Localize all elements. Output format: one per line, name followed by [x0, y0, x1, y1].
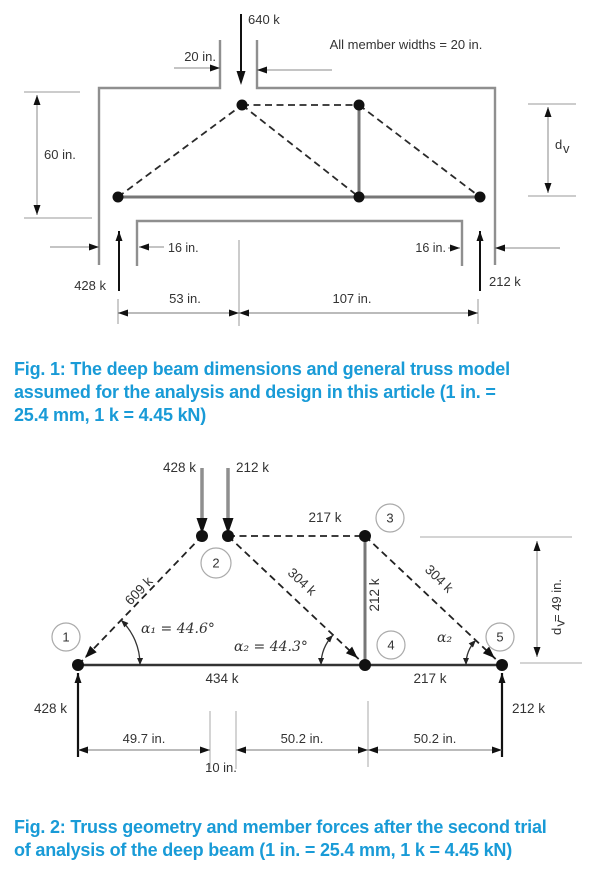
fig2-load-right-arrow	[223, 468, 234, 534]
fig1-note: All member widths = 20 in.	[329, 37, 483, 52]
fig2-force-top-chord: 217 k	[308, 510, 342, 525]
fig2-dv-label	[549, 579, 568, 635]
fig1-caption-line2: assumed for the analysis and design in this article (1 in. =	[14, 382, 496, 402]
fig1-reaction-left-label: 428 k	[74, 278, 106, 293]
fig1-caption	[14, 358, 599, 427]
fig1-column-width-label: 20 in.	[184, 49, 216, 64]
fig1-dv-label	[555, 137, 570, 156]
fig2-force-diag-right: 304 k	[422, 561, 457, 596]
fig2-load-left-arrow	[197, 468, 208, 534]
fig1-beam-outline	[99, 40, 495, 266]
fig2-node-4: 4	[387, 637, 395, 653]
fig1-truss-ties	[118, 105, 480, 197]
fig1-dv-base: d	[555, 137, 563, 152]
fig2-node-3: 3	[386, 510, 394, 526]
fig2-load-right-label: 212 k	[236, 460, 270, 475]
fig2-caption	[14, 816, 604, 862]
fig1-truss-nodes	[113, 100, 486, 203]
fig1-span-right-label: 107 in.	[332, 291, 372, 306]
fig1-column-width-dim	[174, 68, 332, 70]
fig2-node-1: 1	[62, 629, 70, 645]
fig2-alpha2-small-label: α₂	[437, 630, 453, 646]
fig2-reaction-right-label: 212 k	[512, 701, 546, 716]
fig1-reaction-right-label: 212 k	[489, 274, 521, 289]
fig2-reaction-left-label: 428 k	[33, 701, 67, 716]
fig1-beam-height-label: 60 in.	[44, 147, 76, 162]
fig1-load-label: 640 k	[248, 12, 280, 27]
fig2-alpha2-label: α₂ = 44.3°	[234, 639, 308, 655]
fig2-force-vertical: 212 k	[367, 578, 382, 612]
fig2-caption-line2: of analysis of the deep beam (1 in. = 25.4 mm, 1 k = 4.45 kN)	[14, 840, 513, 860]
fig2-node-5: 5	[496, 629, 504, 645]
fig1-dv-sub: v	[563, 141, 570, 156]
fig2-dv-base: d	[549, 627, 564, 635]
fig2-dim4-label: 50.2 in.	[413, 731, 457, 746]
fig2-alpha1-label: α₁ = 44.6°	[141, 621, 215, 637]
fig2-force-bottom-left: 434 k	[205, 671, 239, 686]
fig2-dim3-label: 50.2 in.	[280, 731, 324, 746]
fig2-dv-rest: = 49 in.	[549, 578, 564, 622]
fig2-force-bottom-right: 217 k	[413, 671, 447, 686]
fig2-caption-line1: Fig. 2: Truss geometry and member forces after the second trial	[14, 817, 547, 837]
fig2-dim1-label: 49.7 in.	[122, 731, 166, 746]
fig1-load-arrow	[237, 14, 246, 85]
fig2-node-2: 2	[212, 555, 220, 571]
fig1-bearing-left-label: 16 in.	[168, 241, 199, 255]
fig1-caption-line3: 25.4 mm, 1 k = 4.45 kN)	[14, 405, 207, 425]
fig2-load-left-label: 428 k	[162, 460, 196, 475]
fig2-force-diag-mid: 304 k	[284, 564, 320, 599]
fig1-caption-line1: Fig. 1: The deep beam dimensions and general truss model	[14, 359, 510, 379]
fig2-force-diag-left: 609 k	[121, 573, 156, 608]
fig1-truss-struts	[118, 105, 480, 197]
fig1-diagram	[0, 0, 608, 345]
fig1-span-left-label: 53 in.	[169, 291, 201, 306]
fig1-bearing-right-label: 16 in.	[415, 241, 446, 255]
fig2-diagram	[0, 455, 608, 785]
fig2-dv-sub: v	[552, 620, 568, 627]
fig2-dim2-label: 10 in.	[205, 760, 237, 775]
